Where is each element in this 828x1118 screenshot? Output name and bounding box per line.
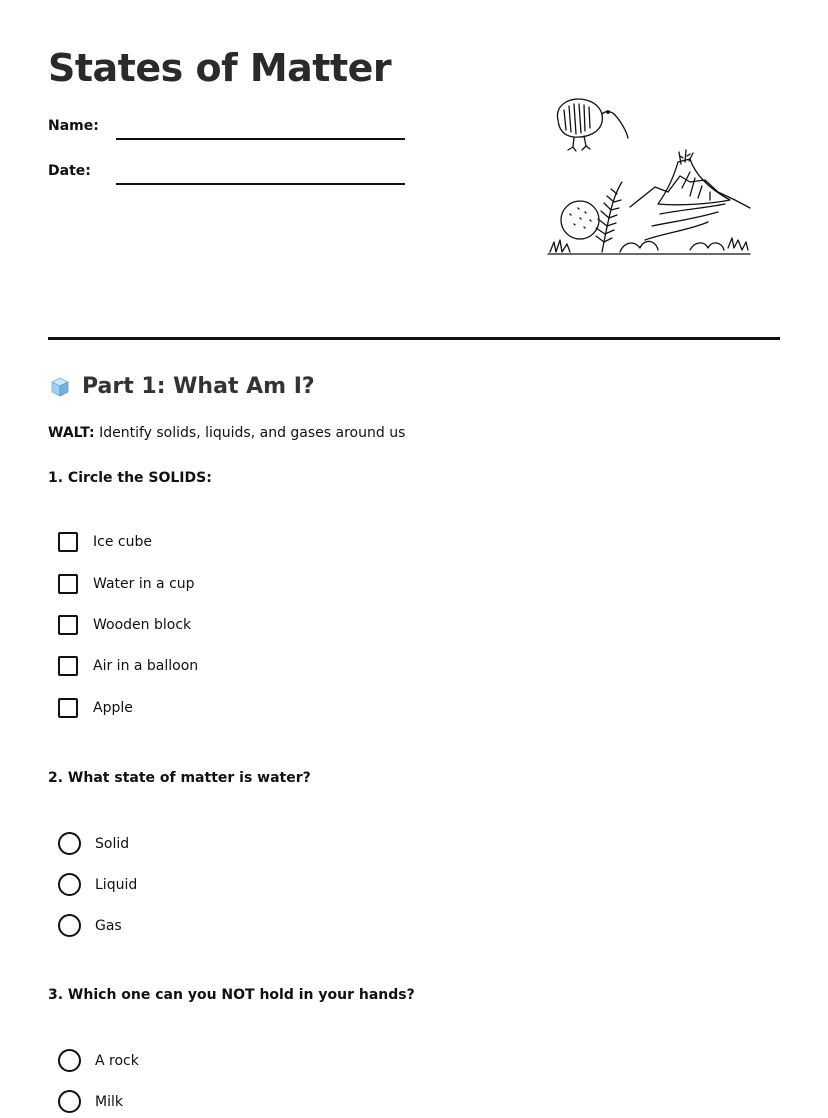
option-label: Liquid [95, 876, 138, 893]
radio-button[interactable] [58, 873, 81, 896]
date-field[interactable] [116, 183, 405, 185]
radio-button[interactable] [58, 832, 81, 855]
option-label: A rock [95, 1052, 139, 1069]
question-2-text: 2. What state of matter is water? [48, 770, 311, 786]
kiwi-icon [557, 99, 628, 151]
radio-button[interactable] [58, 914, 81, 937]
option-label: Solid [95, 835, 130, 852]
checkbox[interactable] [58, 615, 78, 635]
part1-heading-text: Part 1: What Am I? [82, 374, 315, 399]
option-label: Ice cube [93, 534, 152, 550]
q3-option-milk[interactable] [58, 1090, 123, 1113]
kiwi-volcano-illustration [540, 92, 755, 262]
q1-option-air-in-a-balloon[interactable] [58, 656, 198, 676]
option-label: Gas [95, 917, 122, 934]
name-label: Name: [48, 118, 99, 134]
part1-heading [48, 374, 315, 399]
page-title: States of Matter [48, 46, 392, 90]
date-label: Date: [48, 163, 91, 179]
option-label: Wooden block [93, 617, 192, 633]
walt-statement [48, 425, 405, 441]
q3-option-a-rock[interactable] [58, 1049, 139, 1072]
q2-option-liquid[interactable] [58, 873, 137, 896]
question-3-text: 3. Which one can you NOT hold in your hands? [48, 987, 415, 1003]
checkbox[interactable] [58, 532, 78, 552]
q2-option-gas[interactable] [58, 914, 122, 937]
question-1-text: 1. Circle the SOLIDS: [48, 470, 212, 486]
radio-button[interactable] [58, 1090, 81, 1113]
option-label: Air in a balloon [93, 658, 199, 674]
ice-cube-icon [48, 375, 72, 399]
radio-button[interactable] [58, 1049, 81, 1072]
q1-option-water-in-a-cup[interactable] [58, 574, 195, 594]
q2-option-solid[interactable] [58, 832, 129, 855]
checkbox[interactable] [58, 698, 78, 718]
section-divider [48, 337, 780, 340]
option-label: Water in a cup [93, 576, 195, 592]
q1-option-ice-cube[interactable] [58, 532, 152, 552]
q1-option-apple[interactable] [58, 698, 133, 718]
option-label: Apple [93, 700, 133, 716]
walt-text: Identify solids, liquids, and gases around us [94, 425, 406, 441]
checkbox[interactable] [58, 656, 78, 676]
option-label: Milk [95, 1093, 123, 1110]
checkbox[interactable] [58, 574, 78, 594]
q1-option-wooden-block[interactable] [58, 615, 191, 635]
name-field[interactable] [116, 138, 405, 140]
walt-label: WALT: [48, 425, 95, 441]
